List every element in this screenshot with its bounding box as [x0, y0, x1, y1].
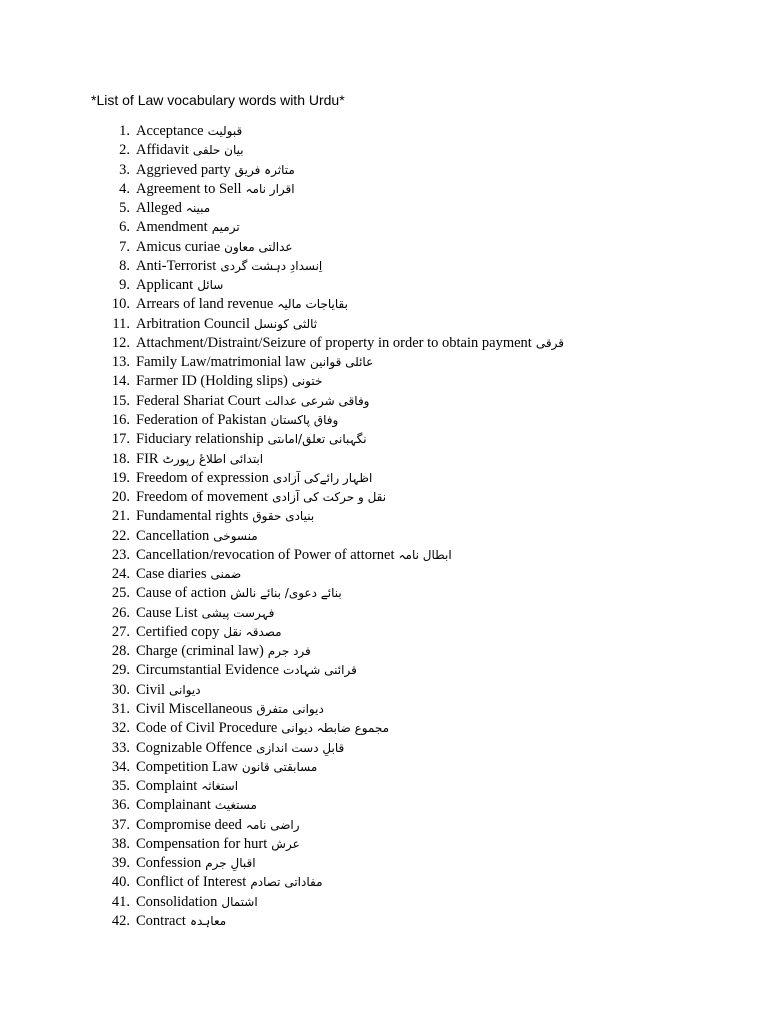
english-term-text: Arrears of land revenue	[136, 296, 274, 313]
english-term-text: Competition Law	[136, 758, 238, 775]
english-term-text: Conflict of Interest	[136, 874, 247, 891]
english-term	[136, 161, 295, 180]
english-term	[136, 719, 389, 738]
item-number: 29.	[111, 662, 130, 679]
item-number: 38.	[111, 835, 130, 852]
item-number: 11.	[112, 315, 130, 332]
english-term-text: Confession	[136, 855, 202, 872]
list-item	[0, 835, 768, 854]
english-term-text: Amendment	[136, 219, 208, 236]
english-term-text: Anti-Terrorist	[136, 257, 217, 274]
urdu-translation: وفاق پاکستان	[270, 412, 339, 427]
english-term	[136, 796, 257, 815]
english-term	[136, 912, 226, 931]
english-term	[136, 546, 452, 565]
item-number: 31.	[111, 700, 130, 717]
urdu-translation: اِنسدادِ دہشت گردی	[220, 258, 323, 273]
english-term	[136, 507, 314, 526]
english-term	[136, 893, 258, 912]
english-term-text: Certified copy	[136, 623, 220, 640]
english-term-text: Cancellation	[136, 527, 210, 544]
list-item	[0, 469, 768, 488]
english-term	[136, 816, 300, 835]
english-term	[136, 141, 244, 160]
item-number: 32.	[111, 720, 130, 737]
urdu-translation: فہرست پیشی	[201, 605, 275, 620]
english-term	[136, 623, 282, 642]
urdu-translation: اظہار رائےکی آزادی	[272, 470, 373, 485]
english-term	[136, 295, 348, 314]
item-number: 35.	[111, 778, 130, 795]
english-term-text: Amicus curiae	[136, 238, 221, 255]
english-term	[136, 739, 344, 758]
english-term-text: FIR	[136, 450, 159, 467]
item-number: 20.	[111, 489, 130, 506]
english-term	[136, 315, 317, 334]
urdu-translation: مجموع ضابطہ دیوانی	[281, 721, 390, 736]
list-item	[0, 912, 768, 931]
item-number: 21.	[111, 508, 130, 525]
english-term-text: Charge (criminal law)	[136, 643, 264, 660]
list-item	[0, 315, 768, 334]
list-item	[0, 661, 768, 680]
urdu-translation: بنیادی حقوق	[252, 509, 315, 524]
english-term	[136, 218, 240, 237]
english-term-text: Code of Civil Procedure	[136, 720, 278, 737]
item-number: 6.	[119, 219, 130, 236]
list-item	[0, 527, 768, 546]
english-term	[136, 642, 311, 661]
urdu-translation: اقبالِ جرم	[205, 856, 256, 871]
list-item	[0, 758, 768, 777]
urdu-translation: عرش	[271, 836, 300, 851]
urdu-translation: ختونی	[291, 374, 323, 389]
english-term	[136, 257, 322, 276]
item-number: 17.	[111, 431, 130, 448]
list-item	[0, 295, 768, 314]
english-term	[136, 661, 357, 680]
item-number: 28.	[111, 643, 130, 660]
item-number: 26.	[111, 604, 130, 621]
english-term	[136, 411, 338, 430]
list-item	[0, 584, 768, 603]
english-term-text: Family Law/matrimonial law	[136, 354, 306, 371]
english-term-text: Alleged	[136, 200, 182, 217]
page-title: *List of Law vocabulary words with Urdu*	[91, 92, 345, 108]
english-term-text: Contract	[136, 912, 186, 929]
list-item	[0, 777, 768, 796]
english-term-text: Affidavit	[136, 142, 189, 159]
urdu-translation: بقایاجات مالیہ	[277, 297, 348, 312]
english-term-text: Cause of action	[136, 585, 227, 602]
english-term-text: Aggrieved party	[136, 161, 231, 178]
english-term	[136, 199, 210, 218]
english-term	[136, 238, 293, 257]
urdu-translation: ابتدائی اطلاعٔ رپورٹ	[162, 451, 264, 466]
list-item	[0, 565, 768, 584]
english-term-text: Attachment/Distraint/Seizure of property in order to obtain payment	[136, 334, 532, 351]
english-term-text: Federal Shariat Court	[136, 392, 261, 409]
list-item	[0, 681, 768, 700]
urdu-translation: راضی نامہ	[245, 817, 300, 832]
english-term	[136, 527, 258, 546]
item-number: 33.	[111, 739, 130, 756]
urdu-translation: قرائنی شہادت	[282, 663, 357, 678]
list-item	[0, 430, 768, 449]
english-term-text: Complaint	[136, 778, 198, 795]
english-term-text: Consolidation	[136, 893, 218, 910]
english-term-text: Fiduciary relationship	[136, 431, 264, 448]
list-item	[0, 546, 768, 565]
english-term	[136, 777, 238, 796]
urdu-translation: ثالثی کونسل	[253, 316, 318, 331]
item-number: 16.	[111, 411, 130, 428]
item-number: 12.	[111, 334, 130, 351]
english-term	[136, 372, 322, 391]
list-item	[0, 604, 768, 623]
item-number: 25.	[111, 585, 130, 602]
english-term	[136, 430, 367, 449]
english-term-text: Civil	[136, 681, 166, 698]
item-number: 5.	[119, 200, 130, 217]
english-term	[136, 450, 263, 469]
english-term-text: Fundamental rights	[136, 508, 249, 525]
english-term	[136, 180, 295, 199]
english-term-text: Circumstantial Evidence	[136, 662, 279, 679]
urdu-translation: ترمیم	[211, 220, 240, 235]
english-term-text: Acceptance	[136, 123, 204, 139]
english-term-text: Arbitration Council	[136, 315, 250, 332]
list-item	[0, 218, 768, 237]
list-item	[0, 411, 768, 430]
urdu-translation: عدالتی معاون	[224, 239, 293, 254]
english-term	[136, 488, 386, 507]
urdu-translation: مسابقتی قانون	[241, 759, 318, 774]
item-number: 10.	[111, 296, 130, 313]
urdu-translation: بنائے دعوی/ بنائے نالش	[230, 586, 342, 601]
item-number: 36.	[111, 797, 130, 814]
list-item	[0, 816, 768, 835]
urdu-translation: ابطال نامہ	[398, 547, 452, 562]
item-number: 8.	[119, 257, 130, 274]
list-item	[0, 700, 768, 719]
item-number: 9.	[119, 277, 130, 294]
urdu-translation: مصدقہ نقل	[223, 624, 282, 639]
list-item	[0, 141, 768, 160]
english-term	[136, 584, 342, 603]
urdu-translation: اشتمال	[221, 894, 258, 909]
urdu-translation: عائلی قوانین	[309, 355, 374, 370]
urdu-translation: نگہبانی تعلق/اماںتی	[267, 432, 367, 447]
urdu-translation: دیوانی	[169, 682, 201, 697]
english-term-text: Complainant	[136, 797, 211, 814]
item-number: 37.	[111, 816, 130, 833]
item-number: 2.	[119, 142, 130, 159]
english-term-text: Freedom of expression	[136, 469, 269, 486]
list-item	[0, 257, 768, 276]
urdu-translation: قبولیت	[207, 124, 243, 138]
urdu-translation: قابلِ دست اندازی	[256, 740, 345, 755]
english-term	[136, 353, 373, 372]
item-number: 42.	[111, 912, 130, 929]
english-term-text: Case diaries	[136, 566, 207, 583]
item-number: 40.	[111, 874, 130, 891]
list-item	[0, 450, 768, 469]
item-number: 13.	[111, 354, 130, 371]
list-item	[0, 353, 768, 372]
english-term-text: Cause List	[136, 604, 198, 621]
item-number: 34.	[111, 758, 130, 775]
item-number: 23.	[111, 546, 130, 563]
list-item	[0, 893, 768, 912]
list-item	[0, 392, 768, 411]
list-item	[0, 334, 768, 353]
english-term	[136, 122, 242, 141]
item-number: 27.	[111, 623, 130, 640]
urdu-translation: قرقی	[535, 335, 564, 350]
list-item	[0, 238, 768, 257]
item-number: 41.	[111, 893, 130, 910]
urdu-translation: معاہدہ	[189, 913, 227, 928]
english-term-text: Cognizable Offence	[136, 739, 253, 756]
english-term-text: Civil Miscellaneous	[136, 700, 253, 717]
urdu-translation: فرد جرم	[267, 644, 311, 659]
list-item	[0, 372, 768, 391]
english-term	[136, 565, 241, 584]
item-number: 39.	[111, 855, 130, 872]
english-term-text: Agreement to Sell	[136, 180, 242, 197]
english-term	[136, 758, 317, 777]
english-term	[136, 873, 323, 892]
item-number: 1.	[119, 123, 130, 139]
english-term	[136, 835, 300, 854]
english-term-text: Compromise deed	[136, 816, 242, 833]
english-term	[136, 700, 324, 719]
vocabulary-list	[0, 122, 768, 931]
list-item	[0, 719, 768, 738]
item-number: 15.	[111, 392, 130, 409]
list-item	[0, 180, 768, 199]
urdu-translation: نقل و حرکت کی آزادی	[272, 490, 387, 505]
english-term	[136, 681, 201, 700]
english-term	[136, 334, 564, 353]
urdu-translation: استغاثہ	[201, 779, 239, 794]
list-item	[0, 796, 768, 815]
urdu-translation: سائل	[197, 278, 224, 293]
urdu-translation: اقرار نامہ	[245, 181, 295, 196]
list-item	[0, 873, 768, 892]
english-term	[136, 604, 274, 623]
list-item	[0, 488, 768, 507]
list-item	[0, 854, 768, 873]
english-term	[136, 276, 223, 295]
english-term-text: Freedom of movement	[136, 489, 269, 506]
english-term-text: Compensation for hurt	[136, 835, 268, 852]
item-number: 19.	[111, 469, 130, 486]
urdu-translation: وفاقی شرعی عدالت	[264, 393, 370, 408]
list-item	[0, 199, 768, 218]
list-item	[0, 507, 768, 526]
list-item	[0, 161, 768, 180]
english-term-text: Federation of Pakistan	[136, 411, 267, 428]
item-number: 18.	[111, 450, 130, 467]
list-item	[0, 623, 768, 642]
urdu-translation: ضمنی	[210, 567, 242, 582]
item-number: 3.	[119, 161, 130, 178]
urdu-translation: مبینہ	[185, 201, 211, 216]
urdu-translation: مفاداتی تصادم	[250, 875, 323, 890]
english-term-text: Farmer ID (Holding slips)	[136, 373, 288, 390]
english-term	[136, 392, 369, 411]
item-number: 7.	[119, 238, 130, 255]
list-item	[0, 739, 768, 758]
urdu-translation: دیوانی متفرق	[256, 701, 324, 716]
urdu-translation: متاثرہ فریق	[234, 162, 295, 177]
english-term-text: Cancellation/revocation of Power of attornet	[136, 546, 395, 563]
english-term	[136, 469, 372, 488]
item-number: 30.	[111, 681, 130, 698]
item-number: 22.	[111, 527, 130, 544]
urdu-translation: بیان حلفی	[192, 143, 244, 158]
item-number: 4.	[119, 180, 130, 197]
urdu-translation: مستغیث	[214, 798, 257, 813]
english-term	[136, 854, 256, 873]
list-item	[0, 122, 768, 141]
urdu-translation: منسوخی	[213, 528, 258, 543]
list-item	[0, 642, 768, 661]
english-term-text: Applicant	[136, 277, 194, 294]
item-number: 14.	[111, 373, 130, 390]
item-number: 24.	[111, 566, 130, 583]
list-item	[0, 276, 768, 295]
